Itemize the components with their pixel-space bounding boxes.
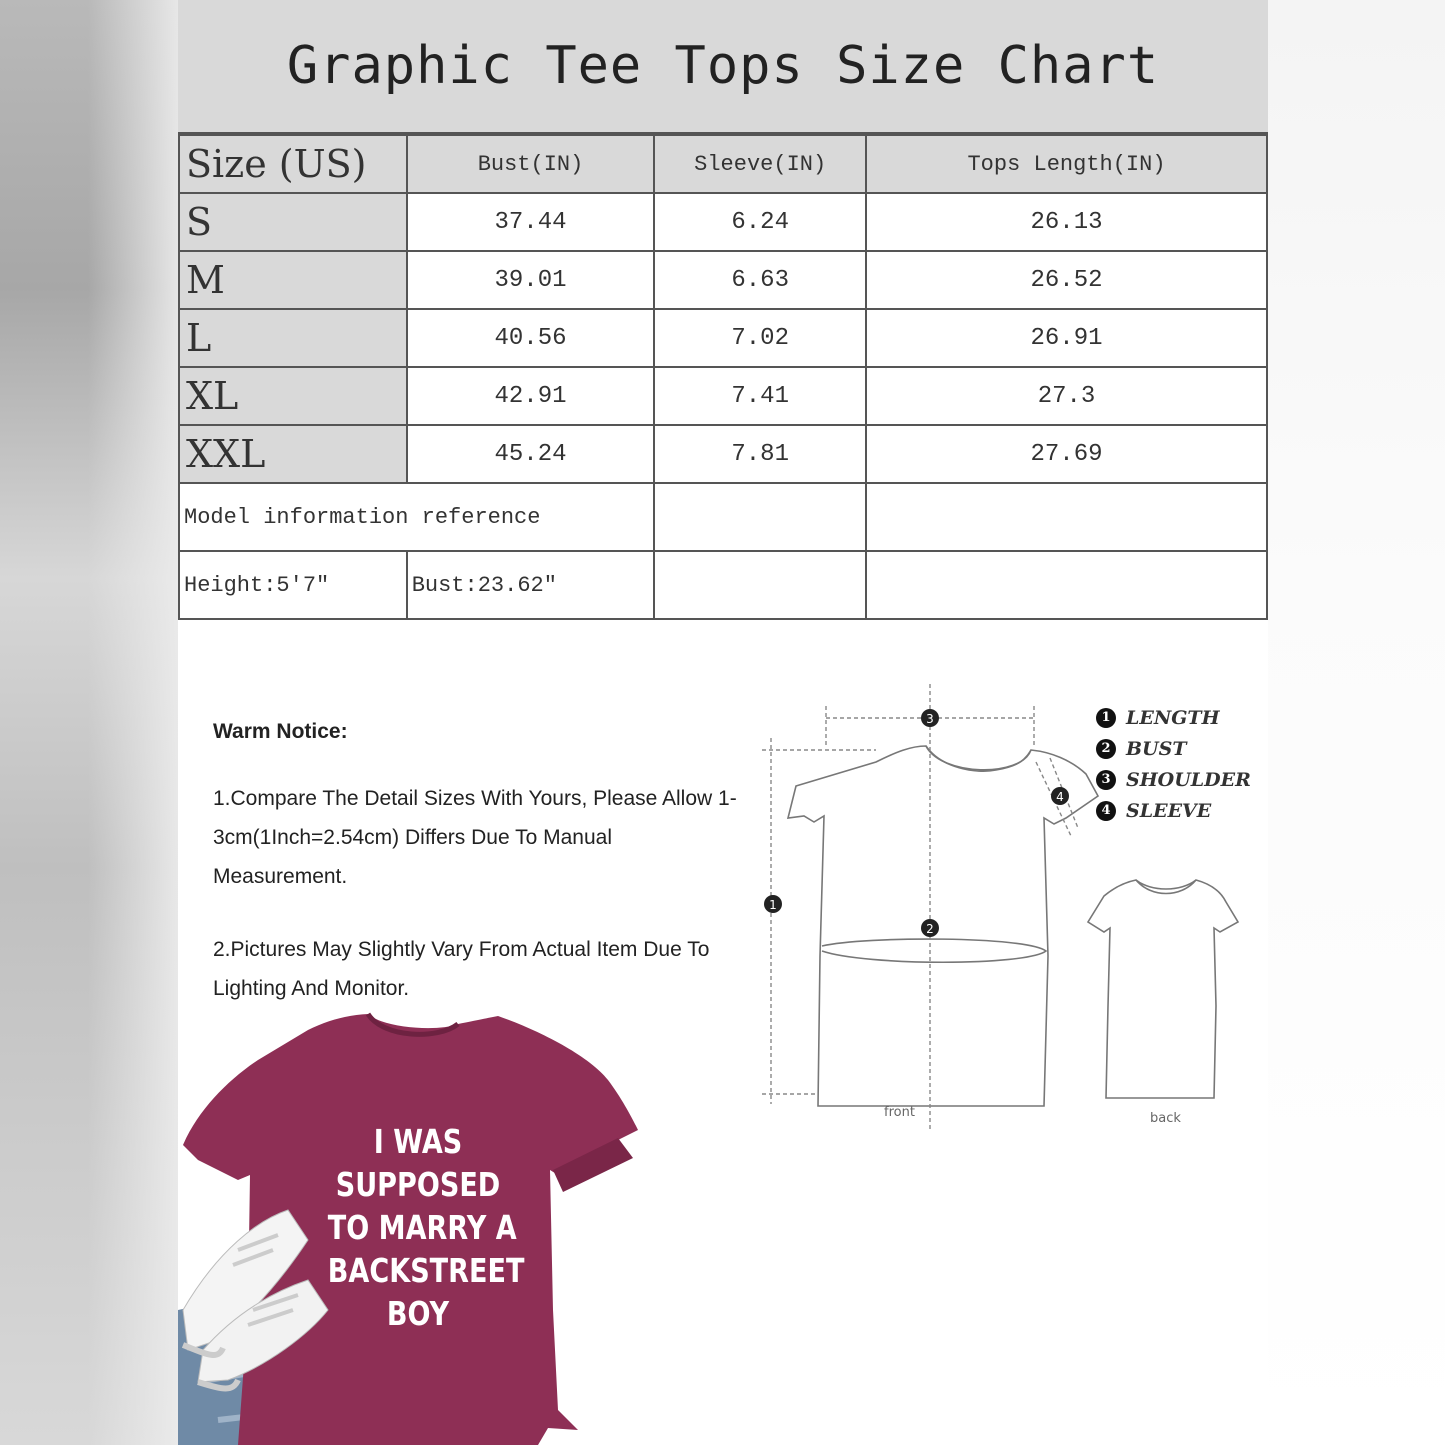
tee-line: SUPPOSED bbox=[335, 1165, 501, 1204]
model-info-row bbox=[179, 483, 1267, 551]
empty-cell bbox=[866, 483, 1267, 551]
legend-label: SHOULDER bbox=[1126, 768, 1251, 791]
diagram-markers bbox=[764, 709, 1069, 937]
legend-number: 1 bbox=[1096, 708, 1116, 728]
back-label: back bbox=[1150, 1111, 1181, 1126]
legend-number: 2 bbox=[1096, 739, 1116, 759]
bust-cell: 40.56 bbox=[407, 309, 655, 367]
legend-item bbox=[1096, 795, 1251, 826]
model-measure-row bbox=[179, 551, 1267, 619]
legend-label: SLEEVE bbox=[1126, 799, 1212, 822]
model-height: Height:5'7" bbox=[179, 551, 407, 619]
length-cell: 26.52 bbox=[866, 251, 1267, 309]
tee-line: TO MARRY A bbox=[327, 1208, 517, 1247]
legend-item bbox=[1096, 764, 1251, 795]
bust-cell: 39.01 bbox=[407, 251, 655, 309]
chart-title: Graphic Tee Tops Size Chart bbox=[178, 0, 1268, 134]
legend-label: BUST bbox=[1126, 737, 1187, 760]
table-header-row bbox=[179, 135, 1267, 193]
length-cell: 27.3 bbox=[866, 367, 1267, 425]
header-sleeve: Sleeve(IN) bbox=[654, 135, 866, 193]
legend-item bbox=[1096, 702, 1251, 733]
legend-number: 3 bbox=[1096, 770, 1116, 790]
back-tee-outline bbox=[1088, 880, 1238, 1098]
warm-notice bbox=[213, 712, 743, 1042]
right-backdrop bbox=[1268, 0, 1445, 1445]
empty-cell bbox=[654, 483, 866, 551]
legend-label: LENGTH bbox=[1126, 706, 1220, 729]
table-row bbox=[179, 251, 1267, 309]
legend-number: 4 bbox=[1096, 801, 1116, 821]
size-cell: XXL bbox=[179, 425, 407, 483]
empty-cell bbox=[866, 551, 1267, 619]
model-info-label: Model information reference bbox=[179, 483, 654, 551]
table-row bbox=[179, 367, 1267, 425]
front-label: front bbox=[884, 1105, 915, 1120]
front-tee-outline bbox=[788, 746, 1098, 1106]
sleeve-cell: 7.41 bbox=[654, 367, 866, 425]
marker-3: 3 bbox=[926, 712, 934, 726]
length-cell: 26.13 bbox=[866, 193, 1267, 251]
legend-item bbox=[1096, 733, 1251, 764]
notice-item-1: 1.Compare The Detail Sizes With Yours, Please Allow 1-3cm(1Inch=2.54cm) Differs Due To Manual Measurement. bbox=[213, 787, 737, 888]
left-backdrop bbox=[0, 0, 178, 1445]
bust-cell: 45.24 bbox=[407, 425, 655, 483]
size-table bbox=[178, 134, 1268, 620]
notice-item-2: 2.Pictures May Slightly Vary From Actual Item Due To Lighting And Monitor. bbox=[213, 938, 710, 1000]
header-size: Size (US) bbox=[179, 135, 407, 193]
table-row bbox=[179, 309, 1267, 367]
diagram-legend bbox=[1096, 702, 1251, 826]
model-bust: Bust:23.62" bbox=[407, 551, 655, 619]
size-cell: XL bbox=[179, 367, 407, 425]
marker-1: 1 bbox=[769, 898, 777, 912]
marker-2: 2 bbox=[926, 922, 934, 936]
size-cell: S bbox=[179, 193, 407, 251]
size-cell: L bbox=[179, 309, 407, 367]
sleeve-cell: 7.02 bbox=[654, 309, 866, 367]
notice-heading: Warm Notice: bbox=[213, 720, 348, 743]
header-length: Tops Length(IN) bbox=[866, 135, 1267, 193]
sleeve-cell: 7.81 bbox=[654, 425, 866, 483]
length-cell: 26.91 bbox=[866, 309, 1267, 367]
empty-cell bbox=[654, 551, 866, 619]
tee-line: BOY bbox=[386, 1294, 450, 1333]
marker-4: 4 bbox=[1056, 790, 1064, 804]
bust-cell: 42.91 bbox=[407, 367, 655, 425]
size-cell: M bbox=[179, 251, 407, 309]
tee-line: I WAS bbox=[373, 1122, 463, 1161]
tee-line: BACKSTREET bbox=[327, 1251, 525, 1290]
table-row bbox=[179, 193, 1267, 251]
tee-print-text bbox=[327, 1120, 525, 1335]
length-cell: 27.69 bbox=[866, 425, 1267, 483]
size-chart-sheet bbox=[178, 0, 1268, 1445]
header-bust: Bust(IN) bbox=[407, 135, 655, 193]
bust-cell: 37.44 bbox=[407, 193, 655, 251]
sleeve-cell: 6.63 bbox=[654, 251, 866, 309]
table-row bbox=[179, 425, 1267, 483]
sleeve-cell: 6.24 bbox=[654, 193, 866, 251]
